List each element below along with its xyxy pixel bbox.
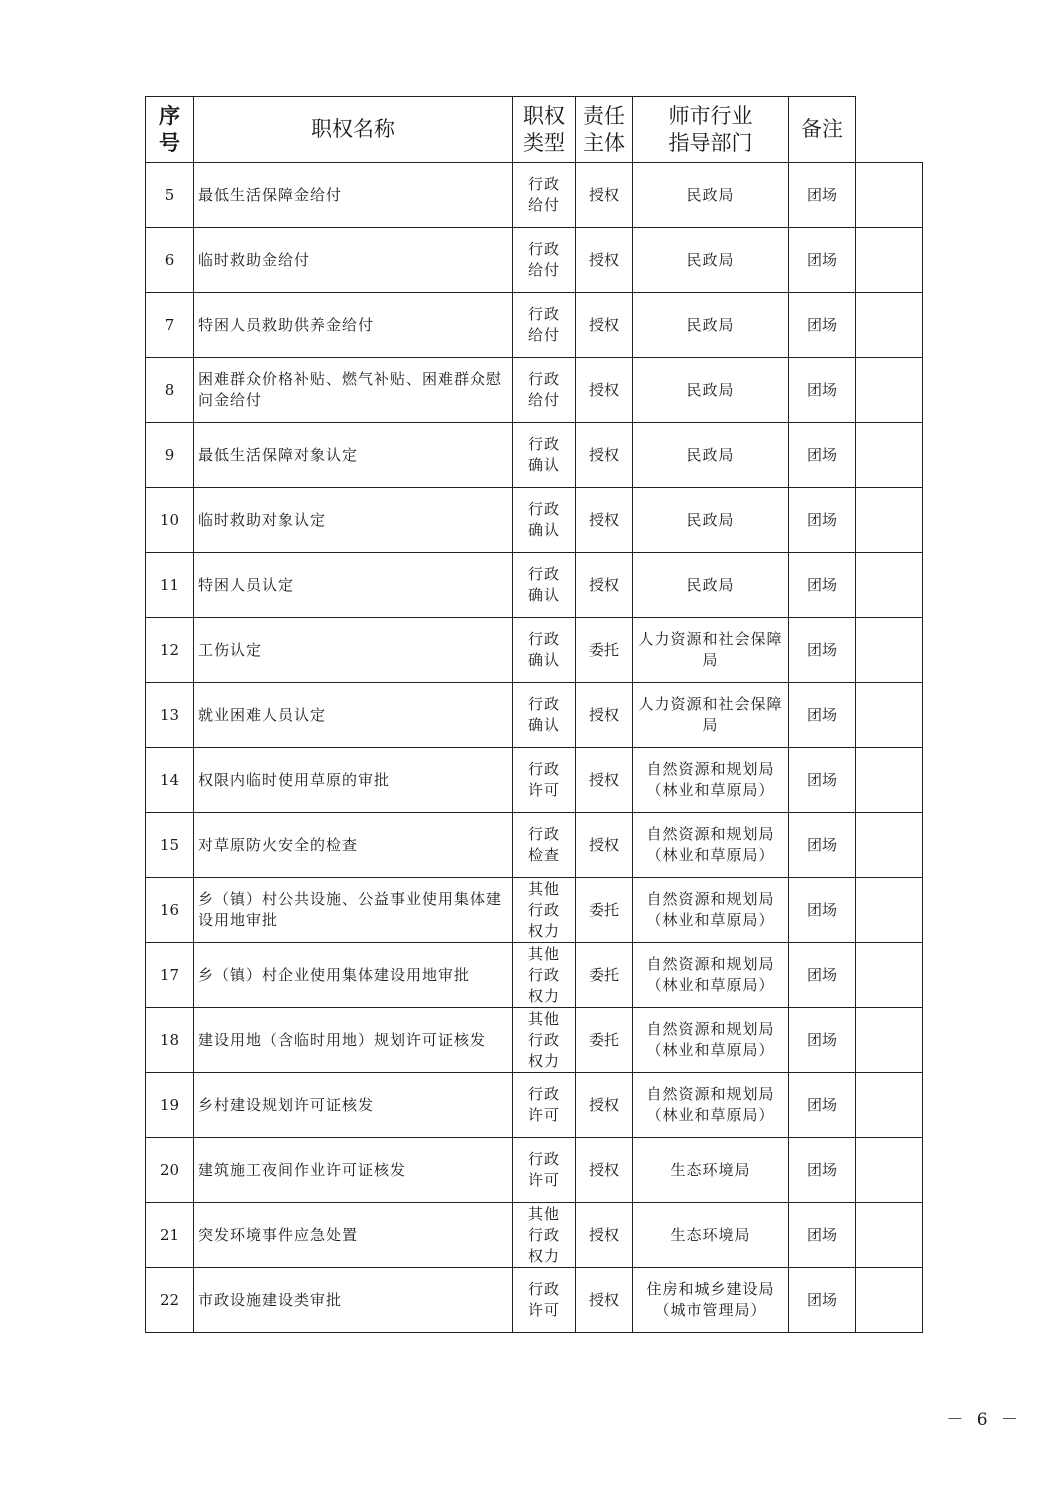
cell-extra — [856, 488, 923, 553]
cell-seq: 18 — [146, 1008, 194, 1073]
header-dept: 师市行业指导部门 — [633, 97, 789, 163]
cell-name: 乡（镇）村公共设施、公益事业使用集体建设用地审批 — [194, 878, 513, 943]
cell-dept: 人力资源和社会保障局 — [633, 618, 789, 683]
cell-dept: 民政局 — [633, 163, 789, 228]
cell-remark: 团场 — [789, 553, 856, 618]
cell-type: 行政确认 — [513, 618, 576, 683]
cell-name: 对草原防火安全的检查 — [194, 813, 513, 878]
cell-type: 行政确认 — [513, 488, 576, 553]
cell-extra — [856, 683, 923, 748]
cell-type: 行政检查 — [513, 813, 576, 878]
cell-remark: 团场 — [789, 618, 856, 683]
table-row — [146, 1008, 923, 1073]
header-blank — [856, 97, 923, 163]
cell-seq: 7 — [146, 293, 194, 358]
cell-dept: 民政局 — [633, 228, 789, 293]
cell-seq: 16 — [146, 878, 194, 943]
cell-type: 行政给付 — [513, 293, 576, 358]
cell-remark: 团场 — [789, 293, 856, 358]
cell-subject: 授权 — [576, 163, 633, 228]
cell-extra — [856, 423, 923, 488]
table-row — [146, 943, 923, 1008]
cell-type: 行政许可 — [513, 748, 576, 813]
cell-subject: 授权 — [576, 293, 633, 358]
cell-name: 市政设施建设类审批 — [194, 1268, 513, 1333]
page-number: － 6 － — [946, 1410, 1022, 1430]
cell-extra — [856, 618, 923, 683]
cell-subject: 授权 — [576, 488, 633, 553]
table-row — [146, 1138, 923, 1203]
cell-dept: 民政局 — [633, 488, 789, 553]
header-remark: 备注 — [789, 97, 856, 163]
cell-name: 就业困难人员认定 — [194, 683, 513, 748]
cell-seq: 8 — [146, 358, 194, 423]
cell-remark: 团场 — [789, 748, 856, 813]
table-row — [146, 748, 923, 813]
cell-subject: 授权 — [576, 423, 633, 488]
cell-seq: 12 — [146, 618, 194, 683]
cell-type: 行政确认 — [513, 683, 576, 748]
cell-remark: 团场 — [789, 1268, 856, 1333]
cell-seq: 17 — [146, 943, 194, 1008]
cell-dept: 自然资源和规划局（林业和草原局） — [633, 943, 789, 1008]
table-row — [146, 683, 923, 748]
cell-dept: 自然资源和规划局（林业和草原局） — [633, 878, 789, 943]
table-row — [146, 1203, 923, 1268]
cell-name: 工伤认定 — [194, 618, 513, 683]
header-type: 职权类型 — [513, 97, 576, 163]
cell-name: 最低生活保障对象认定 — [194, 423, 513, 488]
cell-seq: 5 — [146, 163, 194, 228]
cell-seq: 6 — [146, 228, 194, 293]
cell-subject: 授权 — [576, 1268, 633, 1333]
cell-name: 困难群众价格补贴、燃气补贴、困难群众慰问金给付 — [194, 358, 513, 423]
cell-name: 权限内临时使用草原的审批 — [194, 748, 513, 813]
cell-subject: 授权 — [576, 553, 633, 618]
cell-subject: 授权 — [576, 1073, 633, 1138]
cell-type: 行政许可 — [513, 1138, 576, 1203]
cell-dept: 生态环境局 — [633, 1138, 789, 1203]
cell-extra — [856, 943, 923, 1008]
table-row — [146, 358, 923, 423]
header-name: 职权名称 — [194, 97, 513, 163]
cell-seq: 11 — [146, 553, 194, 618]
powers-table — [145, 96, 923, 1333]
cell-dept: 民政局 — [633, 553, 789, 618]
cell-type: 其他行政权力 — [513, 878, 576, 943]
cell-subject: 授权 — [576, 683, 633, 748]
table-row — [146, 1073, 923, 1138]
cell-name: 特困人员认定 — [194, 553, 513, 618]
cell-dept: 自然资源和规划局（林业和草原局） — [633, 813, 789, 878]
cell-subject: 委托 — [576, 618, 633, 683]
cell-name: 特困人员救助供养金给付 — [194, 293, 513, 358]
table-row — [146, 293, 923, 358]
cell-subject: 委托 — [576, 878, 633, 943]
table-row — [146, 553, 923, 618]
cell-type: 行政给付 — [513, 228, 576, 293]
cell-dept: 民政局 — [633, 293, 789, 358]
cell-dept: 生态环境局 — [633, 1203, 789, 1268]
cell-name: 乡（镇）村企业使用集体建设用地审批 — [194, 943, 513, 1008]
cell-remark: 团场 — [789, 228, 856, 293]
cell-remark: 团场 — [789, 488, 856, 553]
cell-extra — [856, 1268, 923, 1333]
cell-seq: 9 — [146, 423, 194, 488]
cell-subject: 委托 — [576, 943, 633, 1008]
cell-name: 建筑施工夜间作业许可证核发 — [194, 1138, 513, 1203]
header-row — [146, 97, 923, 163]
table-row — [146, 878, 923, 943]
cell-remark: 团场 — [789, 943, 856, 1008]
cell-subject: 委托 — [576, 1008, 633, 1073]
cell-extra — [856, 1138, 923, 1203]
cell-remark: 团场 — [789, 1203, 856, 1268]
cell-extra — [856, 228, 923, 293]
cell-extra — [856, 878, 923, 943]
cell-seq: 13 — [146, 683, 194, 748]
cell-type: 行政给付 — [513, 358, 576, 423]
table-body — [146, 163, 923, 1333]
cell-subject: 授权 — [576, 748, 633, 813]
cell-extra — [856, 813, 923, 878]
table-row — [146, 423, 923, 488]
cell-dept: 人力资源和社会保障局 — [633, 683, 789, 748]
cell-remark: 团场 — [789, 813, 856, 878]
table-row — [146, 163, 923, 228]
header-subject: 责任主体 — [576, 97, 633, 163]
cell-name: 乡村建设规划许可证核发 — [194, 1073, 513, 1138]
cell-extra — [856, 1008, 923, 1073]
cell-type: 其他行政权力 — [513, 1008, 576, 1073]
cell-extra — [856, 163, 923, 228]
cell-type: 行政确认 — [513, 553, 576, 618]
cell-extra — [856, 358, 923, 423]
cell-dept: 自然资源和规划局（林业和草原局） — [633, 1008, 789, 1073]
cell-remark: 团场 — [789, 1073, 856, 1138]
cell-remark: 团场 — [789, 683, 856, 748]
cell-remark: 团场 — [789, 1008, 856, 1073]
header-seq: 序号 — [146, 97, 194, 163]
cell-subject: 授权 — [576, 358, 633, 423]
cell-type: 行政确认 — [513, 423, 576, 488]
cell-name: 最低生活保障金给付 — [194, 163, 513, 228]
cell-type: 行政许可 — [513, 1268, 576, 1333]
cell-name: 建设用地（含临时用地）规划许可证核发 — [194, 1008, 513, 1073]
cell-extra — [856, 748, 923, 813]
cell-type: 行政给付 — [513, 163, 576, 228]
cell-extra — [856, 293, 923, 358]
cell-remark: 团场 — [789, 423, 856, 488]
cell-dept: 自然资源和规划局（林业和草原局） — [633, 748, 789, 813]
cell-remark: 团场 — [789, 358, 856, 423]
cell-remark: 团场 — [789, 163, 856, 228]
cell-seq: 21 — [146, 1203, 194, 1268]
cell-extra — [856, 1073, 923, 1138]
cell-seq: 20 — [146, 1138, 194, 1203]
cell-type: 行政许可 — [513, 1073, 576, 1138]
cell-subject: 授权 — [576, 1138, 633, 1203]
cell-dept: 住房和城乡建设局（城市管理局） — [633, 1268, 789, 1333]
cell-remark: 团场 — [789, 1138, 856, 1203]
cell-dept: 民政局 — [633, 358, 789, 423]
cell-seq: 14 — [146, 748, 194, 813]
cell-subject: 授权 — [576, 228, 633, 293]
cell-seq: 22 — [146, 1268, 194, 1333]
cell-dept: 自然资源和规划局（林业和草原局） — [633, 1073, 789, 1138]
cell-seq: 15 — [146, 813, 194, 878]
table-row — [146, 618, 923, 683]
cell-name: 突发环境事件应急处置 — [194, 1203, 513, 1268]
cell-type: 其他行政权力 — [513, 1203, 576, 1268]
cell-dept: 民政局 — [633, 423, 789, 488]
cell-seq: 19 — [146, 1073, 194, 1138]
cell-subject: 授权 — [576, 813, 633, 878]
cell-extra — [856, 1203, 923, 1268]
cell-type: 其他行政权力 — [513, 943, 576, 1008]
table-row — [146, 228, 923, 293]
cell-name: 临时救助对象认定 — [194, 488, 513, 553]
cell-seq: 10 — [146, 488, 194, 553]
table-row — [146, 813, 923, 878]
table-row — [146, 1268, 923, 1333]
cell-subject: 授权 — [576, 1203, 633, 1268]
cell-name: 临时救助金给付 — [194, 228, 513, 293]
cell-extra — [856, 553, 923, 618]
cell-remark: 团场 — [789, 878, 856, 943]
table-row — [146, 488, 923, 553]
